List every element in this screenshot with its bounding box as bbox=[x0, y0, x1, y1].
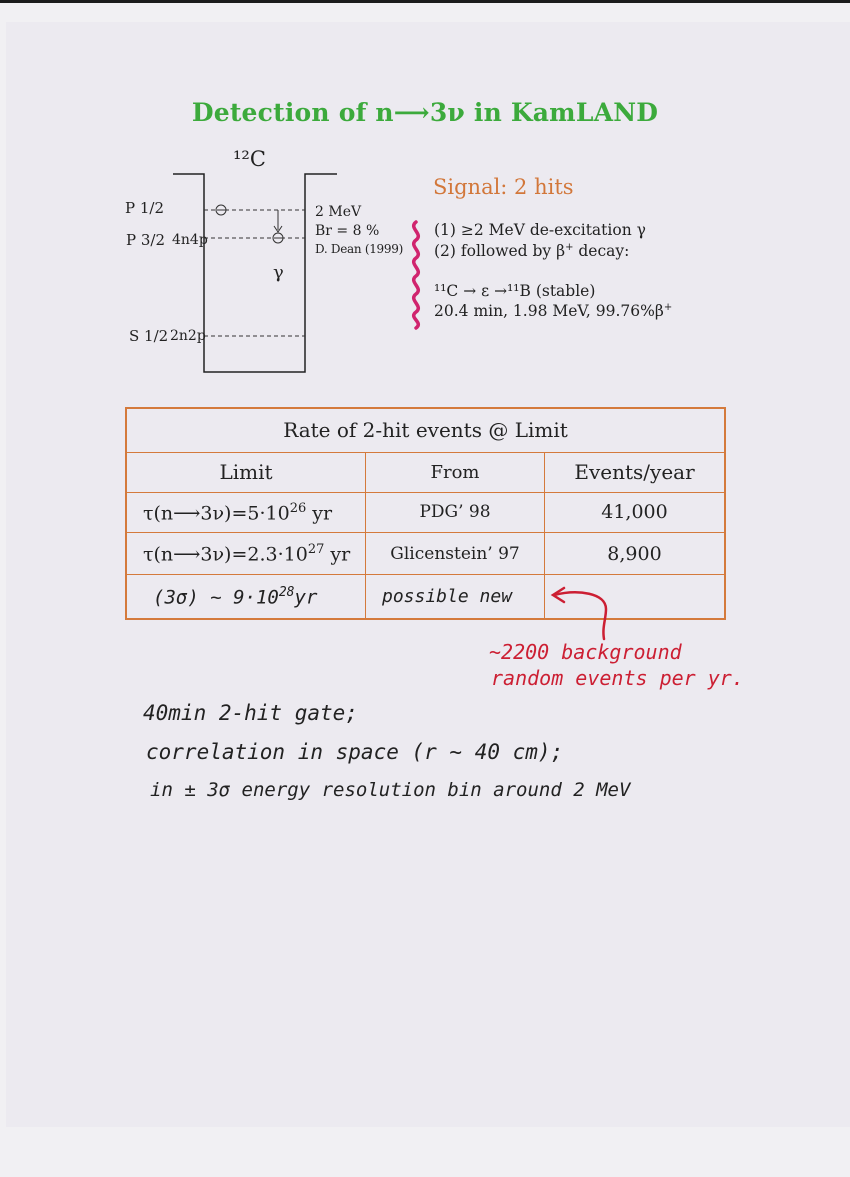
background-note-line2: random events per yr. bbox=[491, 666, 744, 690]
top-border bbox=[0, 0, 850, 3]
level-diagram bbox=[165, 165, 345, 380]
nucleus-label: ¹²C bbox=[233, 147, 266, 171]
brace-squiggle bbox=[404, 220, 430, 330]
table-row bbox=[126, 575, 725, 619]
decay-details: 20.4 min, 1.98 MeV, 99.76%β+ bbox=[434, 302, 673, 321]
row3-limit: (3σ) ~ $9\cdot 10^{28}yr$ bbox=[126, 575, 366, 619]
row1-events: 41,000 bbox=[545, 492, 726, 532]
branching-label: Br = 8 % bbox=[315, 223, 380, 239]
annotation-arrow bbox=[548, 585, 618, 645]
background-note-line1: ~2200 background bbox=[489, 640, 682, 664]
row2-from: Glicenstein’ 97 bbox=[366, 533, 545, 575]
table-row bbox=[126, 492, 725, 532]
signal-step-2: (2) followed by β+ decay: bbox=[434, 242, 630, 261]
note-correlation: correlation in space (r ~ 40 cm); bbox=[146, 740, 564, 764]
level-label-s12: S 1/2 bbox=[129, 327, 169, 345]
row3-from: possible new bbox=[366, 575, 545, 619]
signal-step-1: (1) ≥2 MeV de-excitation γ bbox=[434, 221, 646, 239]
note-energy-bin: in ± 3σ energy resolution bin around 2 MeV bbox=[150, 779, 631, 801]
level-config-s12: 2n2p bbox=[170, 328, 206, 344]
header-from: From bbox=[366, 452, 545, 492]
row2-events: 8,900 bbox=[545, 533, 726, 575]
reference-label: D. Dean (1999) bbox=[315, 242, 403, 256]
row2-limit: $\tau(n⟶3\nu)=2.3\cdot 10^{27}$ yr bbox=[126, 533, 366, 575]
table-row bbox=[126, 533, 725, 575]
row1-from: PDG’ 98 bbox=[366, 492, 545, 532]
row1-limit: $\tau(n⟶3\nu)=5\cdot 10^{26}$ yr bbox=[126, 492, 366, 532]
rate-table bbox=[125, 407, 726, 620]
level-label-p12: P 1/2 bbox=[125, 199, 165, 217]
gamma-label: γ bbox=[273, 262, 284, 283]
slide-title: Detection of n⟶3ν in KamLAND bbox=[191, 98, 659, 127]
decay-reaction: ¹¹C → ε →¹¹B (stable) bbox=[434, 282, 596, 300]
energy-label: 2 MeV bbox=[315, 204, 362, 220]
level-label-p32: P 3/2 bbox=[126, 231, 166, 249]
header-limit: Limit bbox=[126, 452, 366, 492]
level-config-p32: 4n4p bbox=[172, 232, 208, 248]
header-events: Events/year bbox=[545, 452, 726, 492]
signal-title: Signal: 2 hits bbox=[433, 175, 574, 199]
table-title: Rate of 2-hit events @ Limit bbox=[126, 408, 725, 452]
note-gate: 40min 2-hit gate; bbox=[143, 701, 358, 725]
